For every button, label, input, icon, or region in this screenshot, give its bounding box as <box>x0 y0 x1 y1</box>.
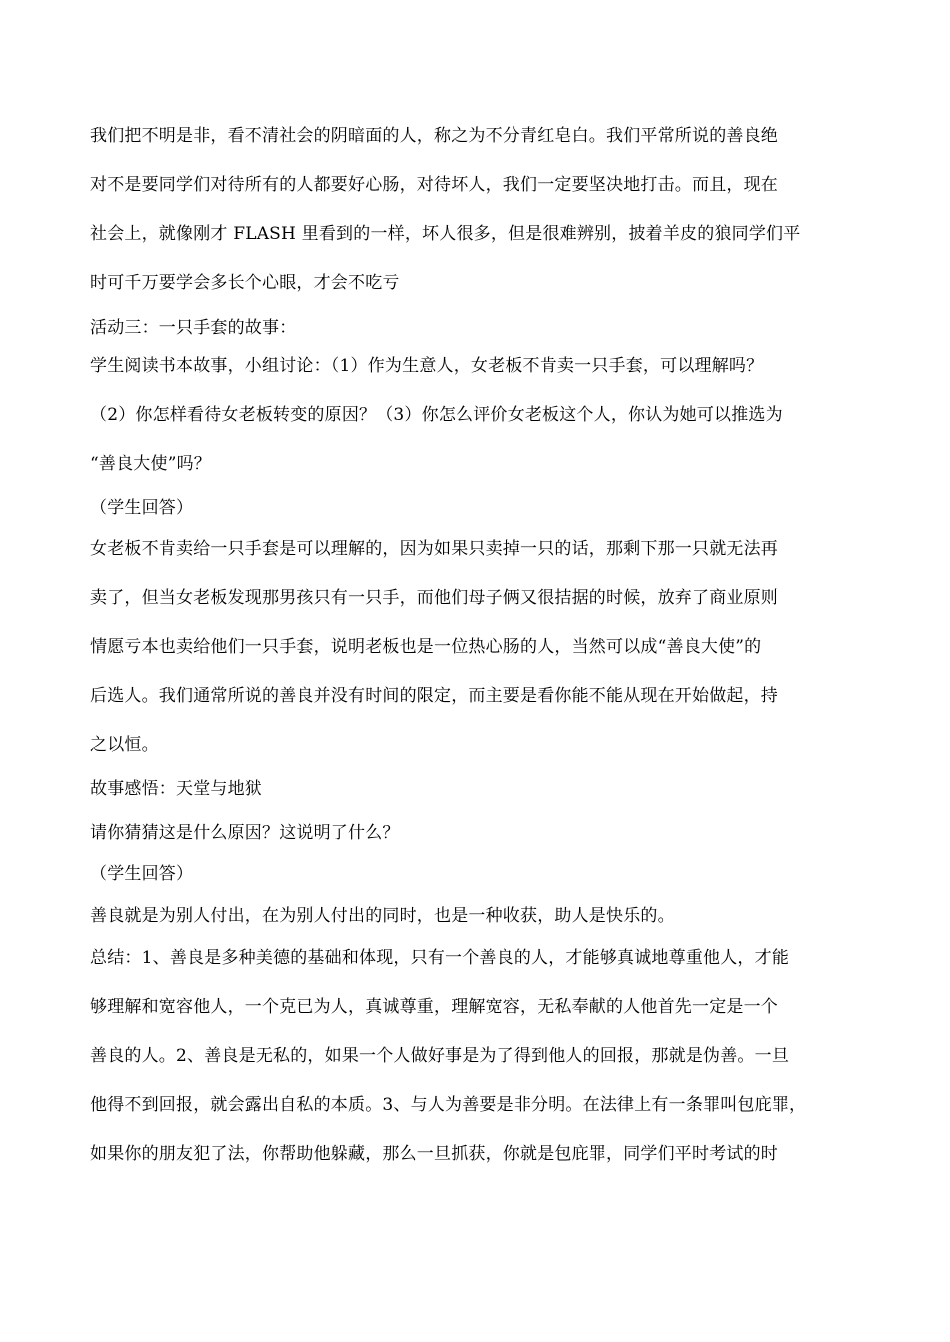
text-line: 如果你的朋友犯了法，你帮助他躲藏，那么一旦抓获，你就是包庇罪，同学们平时考试的时 <box>90 1144 778 1164</box>
text-line: 故事感悟：天堂与地狱 <box>90 779 262 799</box>
text-line: 之以恒。 <box>90 735 159 755</box>
paragraph-answer <box>90 525 875 770</box>
paragraph-summary <box>90 934 875 1179</box>
text-line: 善良的人。2、善良是无私的，如果一个人做好事是为了得到他人的回报，那就是伪善。一旦 <box>90 1046 790 1066</box>
text-line: 卖了，但当女老板发现那男孩只有一只手，而他们母子俩又很拮据的时候，放弃了商业原则 <box>90 588 778 608</box>
text-line: 学生阅读书本故事，小组讨论：（1）作为生意人，女老板不肯卖一只手套，可以理解吗？ <box>90 356 764 376</box>
text-line: 他得不到回报，就会露出自私的本质。3、与人为善要是非分明。在法律上有一条罪叫包庇罪， <box>90 1095 807 1115</box>
student-answer-note <box>90 490 875 527</box>
text-line: （2）你怎样看待女老板转变的原因？（3）你怎么评价女老板这个人，你认为她可以推选为 <box>90 405 783 425</box>
text-line: 活动三：一只手套的故事： <box>90 318 297 338</box>
text-line: 善良就是为别人付出，在为别人付出的同时，也是一种收获，助人是快乐的。 <box>90 906 675 926</box>
paragraph-intro <box>90 112 875 308</box>
text-line: 女老板不肯卖给一只手套是可以理解的，因为如果只卖掉一只的话，那剩下那一只就无法再 <box>90 539 778 559</box>
text-line: （学生回答） <box>90 864 194 884</box>
text-line: “善良大使”吗？ <box>90 454 211 474</box>
text-line: 请你猜猜这是什么原因？这说明了什么？ <box>90 823 400 843</box>
kindness-statement <box>90 898 875 935</box>
story-insight-heading <box>90 771 875 808</box>
text-line: （学生回答） <box>90 498 194 518</box>
guess-question <box>90 815 875 852</box>
text-line: 社会上，就像刚才 FLASH 里看到的一样，坏人很多，但是很难辨别，披着羊皮的狼同学们平 <box>90 224 801 244</box>
text-line: 总结：1、善良是多种美德的基础和体现，只有一个善良的人，才能够真诚地尊重他人，才能 <box>90 948 790 968</box>
text-line: 后选人。我们通常所说的善良并没有时间的限定，而主要是看你能不能从现在开始做起，持 <box>90 686 778 706</box>
text-line: 够理解和宽容他人，一个克已为人，真诚尊重，理解宽容，无私奉献的人他首先一定是一个 <box>90 997 778 1017</box>
text-line: 我们把不明是非，看不清社会的阴暗面的人，称之为不分青红皂白。我们平常所说的善良绝 <box>90 126 778 146</box>
text-line: 情愿亏本也卖给他们一只手套，说明老板也是一位热心肠的人，当然可以成“善良大使”的 <box>90 637 762 657</box>
text-line: 对不是要同学们对待所有的人都要好心肠，对待坏人，我们一定要坚决地打击。而且，现在 <box>90 175 778 195</box>
paragraph-discussion <box>90 342 875 489</box>
text-line: 时可千万要学会多长个心眼，才会不吃亏 <box>90 273 400 293</box>
student-answer-note <box>90 856 875 893</box>
